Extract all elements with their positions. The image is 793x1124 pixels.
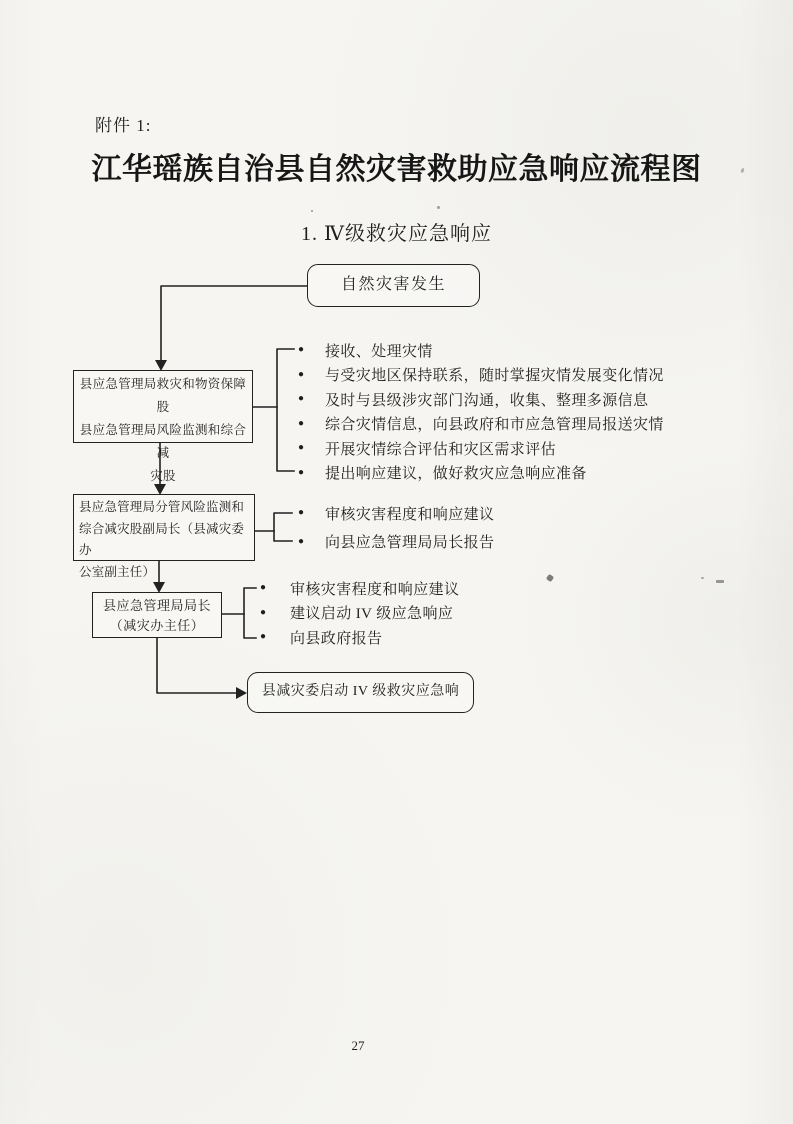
director-line: 县应急管理局局长 (102, 598, 211, 613)
start-node (307, 264, 480, 307)
bullet-text: 与受灾地区保持联系，随时掌握灾情发展变化情况 (325, 368, 664, 385)
bullet-text: 向县政府报告 (290, 630, 383, 647)
bullet-icon: ● (298, 368, 305, 380)
bullet-icon: ● (260, 631, 267, 643)
task-list-2 (296, 499, 696, 556)
bracket3-brace (244, 588, 256, 638)
scan-artifact (311, 210, 313, 212)
bullet-icon: ● (298, 417, 305, 429)
bullet-item (258, 576, 618, 601)
bullet-icon: ● (298, 344, 305, 356)
task-list-3 (258, 576, 618, 650)
start-node-label: 自然灾害发生 (340, 276, 446, 293)
attachment-label: 附件 1: (95, 116, 152, 135)
bullet-item (296, 461, 696, 486)
deputy-director-node (73, 494, 255, 579)
deputy-director-line: 公室副主任） (79, 564, 156, 579)
bullet-icon: ● (298, 535, 305, 547)
bullet-text: 及时与县级涉灾部门沟通，收集、整理多源信息 (325, 392, 649, 409)
end-node (247, 672, 474, 713)
bullet-text: 审核灾害程度和响应建议 (325, 506, 495, 523)
bullet-text: 接收、处理灾情 (325, 343, 433, 360)
dept-node (73, 370, 253, 483)
bullet-icon: ● (298, 507, 305, 519)
arrowhead-into-end (236, 687, 247, 699)
bullet-item (296, 387, 696, 412)
bullet-text: 提出响应建议，做好救灾应急响应准备 (325, 466, 587, 483)
bullet-text: 开展灾情综合评估和灾区需求评估 (325, 441, 557, 458)
bullet-item (296, 436, 696, 461)
dept-node-line: 县应急管理局救灾和物资保障股 (79, 377, 247, 414)
scan-artifact (716, 580, 724, 583)
scan-artifact (437, 206, 440, 209)
bullet-icon: ● (298, 442, 305, 454)
bullet-icon: ● (260, 606, 267, 618)
dept-node-line: 灾股 (150, 469, 176, 483)
bullet-icon: ● (260, 582, 267, 594)
bullet-text: 审核灾害程度和响应建议 (290, 581, 460, 598)
bracket1-brace (277, 349, 294, 471)
bullet-item (296, 363, 696, 388)
director-node (92, 592, 222, 638)
deputy-director-line: 综合减灾股副局长（县减灾委办 (79, 521, 245, 557)
section-subtitle: 1. Ⅳ级救灾应急响应 (301, 223, 492, 245)
bullet-icon: ● (298, 393, 305, 405)
director-line: （减灾办主任） (109, 618, 205, 633)
bullet-item (258, 601, 618, 626)
bullet-item (296, 338, 696, 363)
bullet-item (296, 412, 696, 437)
connector-box3-to-end (157, 638, 237, 693)
page-number: 27 (351, 1038, 365, 1053)
page-title: 江华瑶族自治县自然灾害救助应急响应流程图 (91, 153, 702, 186)
dept-node-line: 县应急管理局风险监测和综合减 (79, 423, 247, 460)
bullet-icon: ● (298, 466, 305, 478)
bullet-item (296, 499, 696, 528)
bullet-item (258, 625, 618, 650)
bracket2-brace (274, 513, 292, 541)
end-node-label: 县减灾委启动 IV 级救灾应急响 (261, 684, 460, 699)
scan-artifact (701, 577, 704, 579)
task-list-1 (296, 338, 696, 485)
bullet-text: 综合灾情信息，向县政府和市应急管理局报送灾情 (325, 417, 664, 434)
bullet-item (296, 528, 696, 557)
deputy-director-line: 县应急管理局分管风险监测和 (79, 500, 245, 514)
bullet-text: 建议启动 IV 级应急响应 (290, 606, 454, 623)
bullet-text: 向县应急管理局局长报告 (325, 535, 495, 552)
